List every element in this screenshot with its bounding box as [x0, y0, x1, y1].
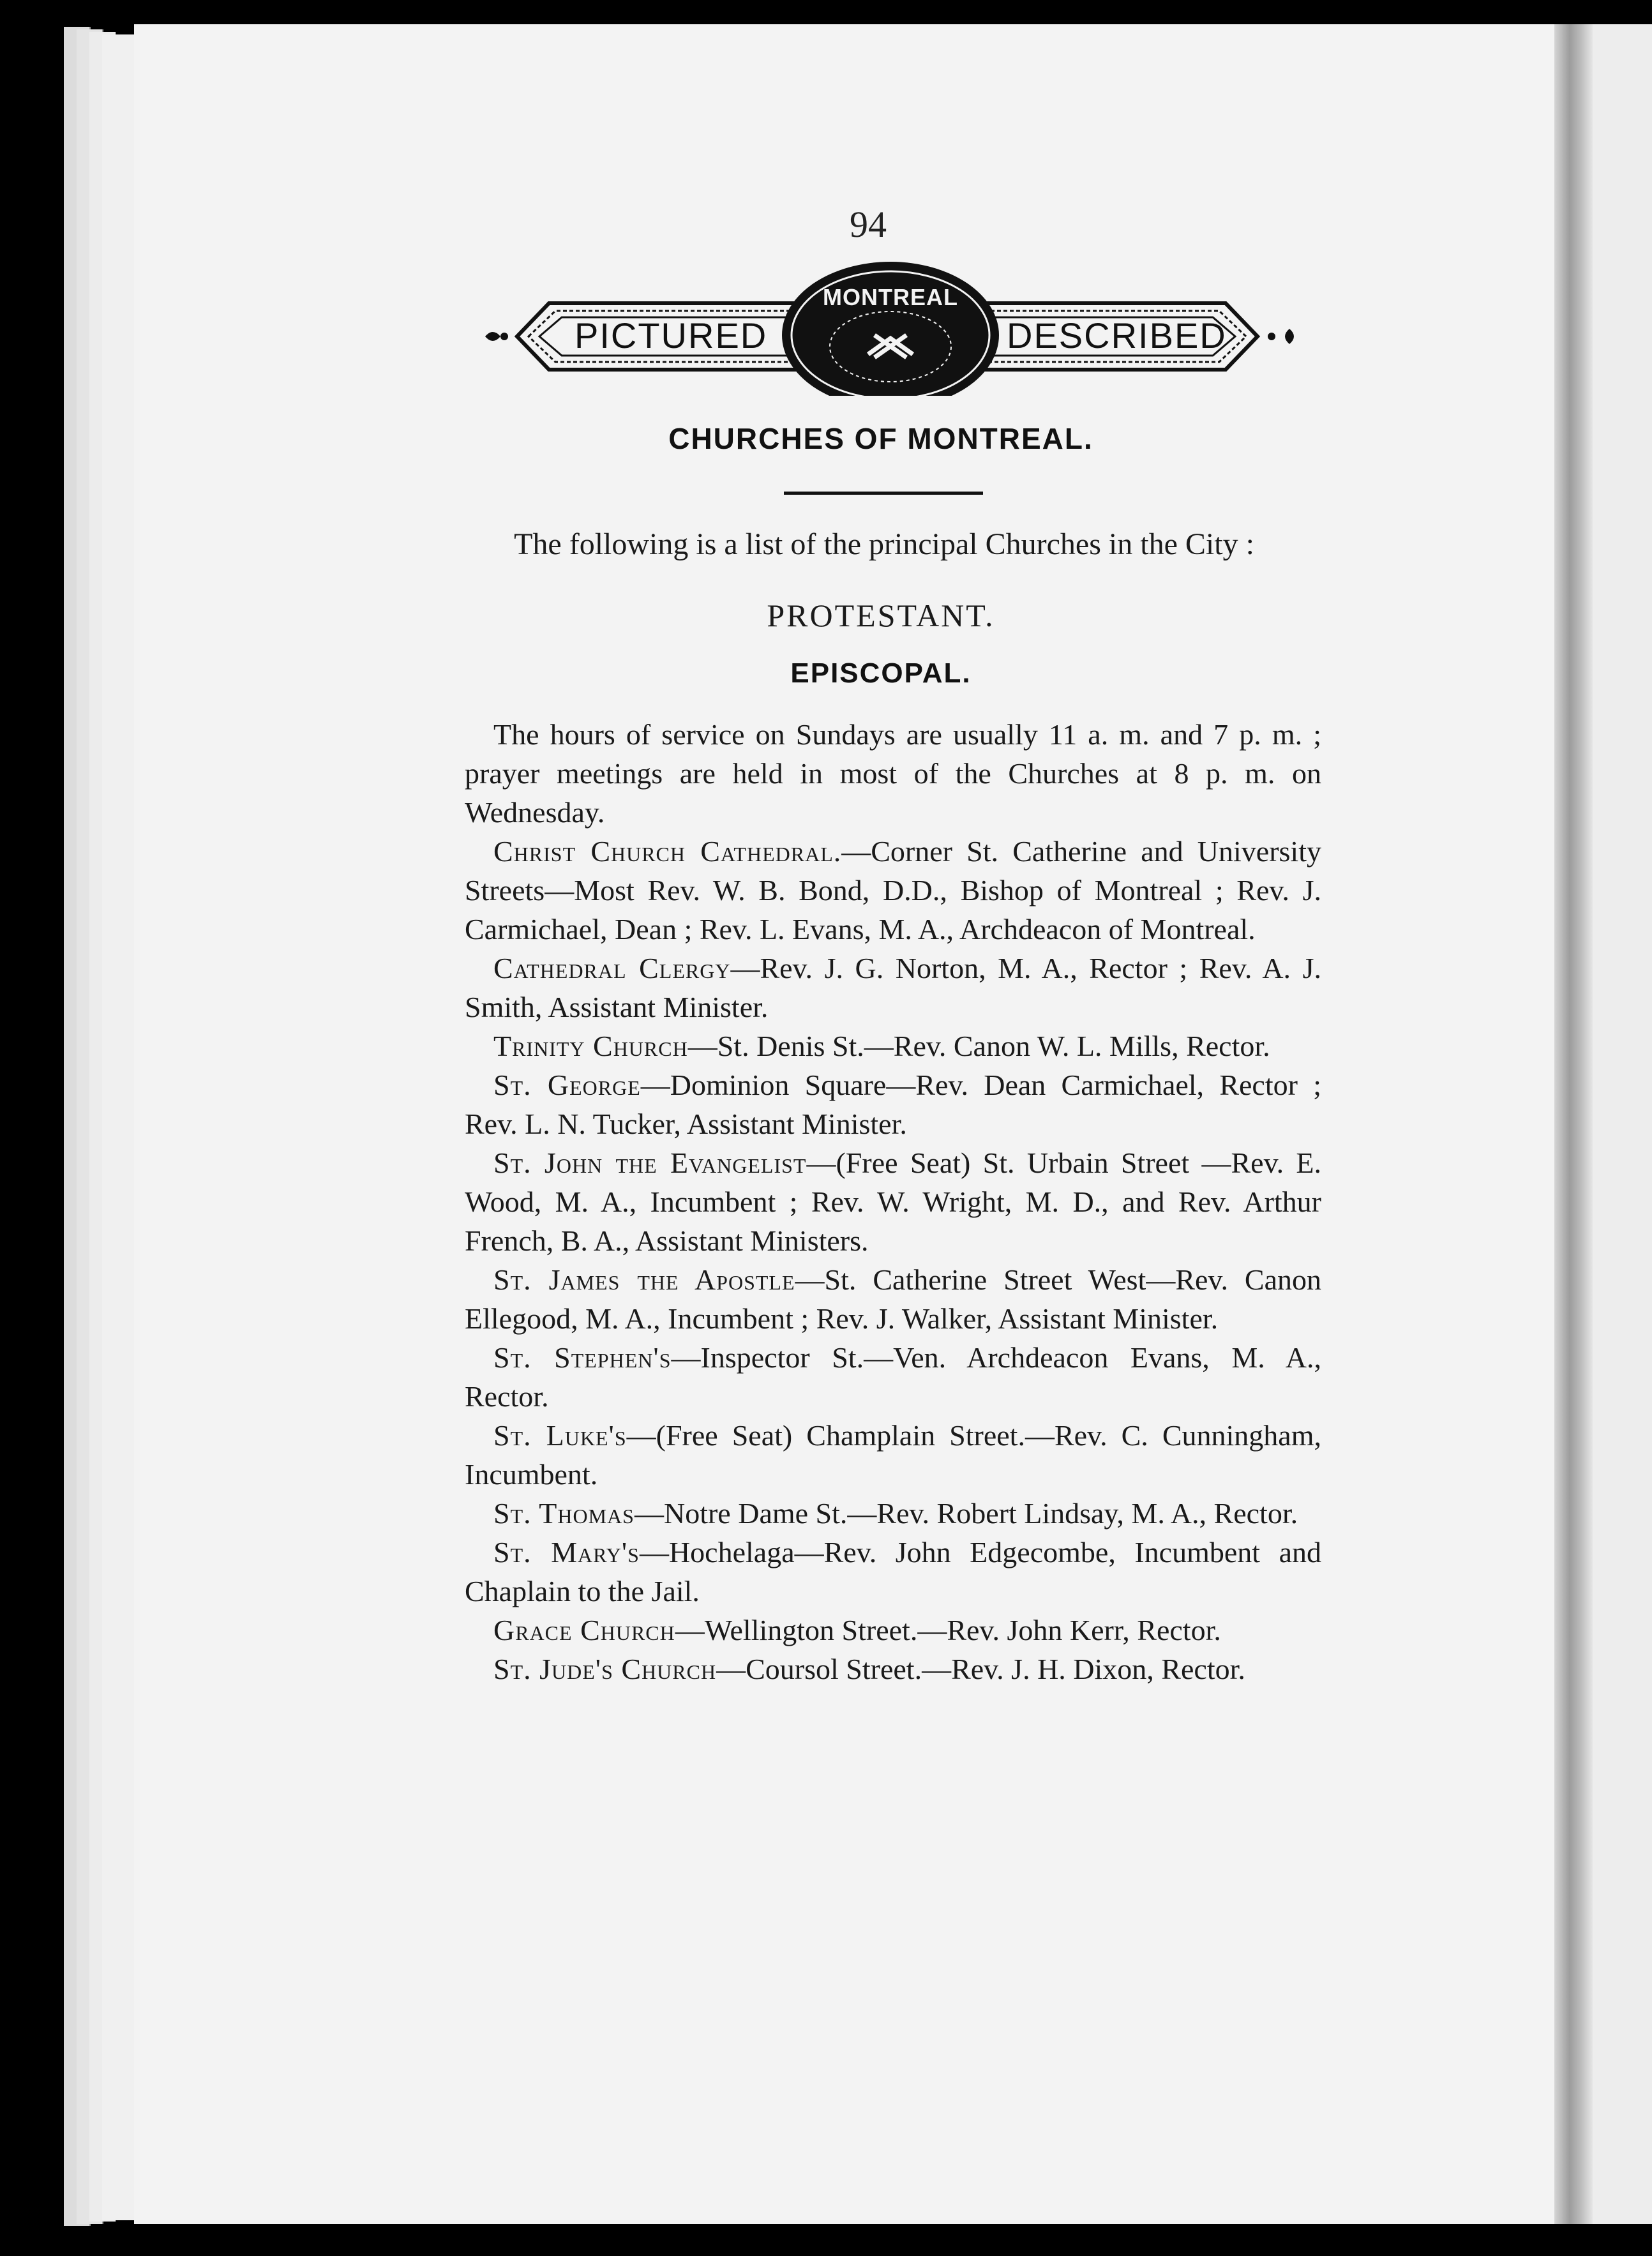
church-entry [465, 1416, 1321, 1494]
church-name: St. Stephen's [493, 1341, 672, 1374]
church-name: Trinity Church [493, 1030, 688, 1062]
church-name: St. James the Apostle [493, 1263, 795, 1296]
page-heading: CHURCHES OF MONTREAL. [668, 422, 1093, 455]
banner-center-label: MONTREAL [823, 284, 958, 310]
church-name: St. Mary's [493, 1536, 640, 1568]
banner-left-label: PICTURED [574, 315, 768, 356]
church-entry [465, 1650, 1321, 1688]
book-gutter [1554, 24, 1593, 2224]
church-name: St. John the Evangelist [493, 1147, 807, 1179]
service-hours-note: The hours of service on Sundays are usually 11 a. m. and 7 p. m. ; prayer meetings are held in most of the Churches at 8 p. m. on Wednesday. [465, 718, 1321, 829]
church-details: —(Free Seat) Champlain Street.—Rev. C. Cunningham, Incumbent. [465, 1419, 1321, 1491]
facing-page-edge [1593, 24, 1652, 2224]
church-name: St. Luke's [493, 1419, 627, 1452]
church-name: St. Thomas [493, 1497, 635, 1530]
church-details: —St. Catherine Street West—Rev. Canon Ellegood, M. A., Incumbent ; Rev. J. Walker, Assistant Minister. [465, 1263, 1321, 1335]
church-name: St. Jude's Church [493, 1653, 717, 1685]
intro-text: The following is a list of the principal Churches in the City : [514, 527, 1254, 561]
church-details: —Hochelaga—Rev. John Edgecombe, Incumbent and Chaplain to the Jail. [465, 1536, 1321, 1607]
church-entry [465, 1494, 1321, 1533]
section-heading: PROTESTANT. [767, 598, 995, 633]
subsection-heading: EPISCOPAL. [790, 658, 972, 689]
church-name: Cathedral Clergy [493, 952, 731, 984]
title-banner [479, 259, 1296, 396]
church-details: —St. Denis St.—Rev. Canon W. L. Mills, Rector. [687, 1030, 1270, 1062]
church-entry [465, 1260, 1321, 1338]
banner-right-label: DESCRIBED [1007, 315, 1227, 356]
church-details: —Wellington Street.—Rev. John Kerr, Rector. [675, 1614, 1221, 1646]
church-entry [465, 1065, 1321, 1143]
church-entry [465, 949, 1321, 1026]
church-details: —Coursol Street.—Rev. J. H. Dixon, Rector. [716, 1653, 1245, 1685]
church-entry [465, 832, 1321, 949]
church-entry [465, 1611, 1321, 1650]
church-entry [465, 1533, 1321, 1611]
church-entry [465, 1338, 1321, 1416]
church-details: —Inspector St.—Ven. Archdeacon Evans, M. A., Rector. [465, 1341, 1321, 1413]
church-name: St. George [493, 1069, 641, 1101]
church-details: —Rev. J. G. Norton, M. A., Rector ; Rev. A. J. Smith, Assistant Minister. [465, 952, 1321, 1023]
church-name: Christ Church Cathedral. [493, 835, 842, 868]
church-details: —(Free Seat) St. Urbain Street —Rev. E. Wood, M. A., Incumbent ; Rev. W. Wright, M. D., and Rev. Arthur French, B. A., Assistant Ministers. [465, 1147, 1321, 1257]
church-name: Grace Church [493, 1614, 675, 1646]
heading-divider [784, 492, 983, 495]
church-details: —Corner St. Catherine and University Streets—Most Rev. W. B. Bond, D.D., Bishop of Montreal ; Rev. J. Carmichael, Dean ; Rev. L. Evans, M. A., Archdeacon of Montreal. [465, 835, 1321, 945]
church-details: —Notre Dame St.—Rev. Robert Lindsay, M. A., Rector. [634, 1497, 1298, 1530]
church-details: —Dominion Square—Rev. Dean Carmichael, Rector ; Rev. L. N. Tucker, Assistant Minister. [465, 1069, 1321, 1140]
church-entry [465, 1143, 1321, 1260]
church-entry [465, 1026, 1321, 1065]
church-list [465, 715, 1321, 1688]
page-number: 94 [850, 204, 887, 245]
